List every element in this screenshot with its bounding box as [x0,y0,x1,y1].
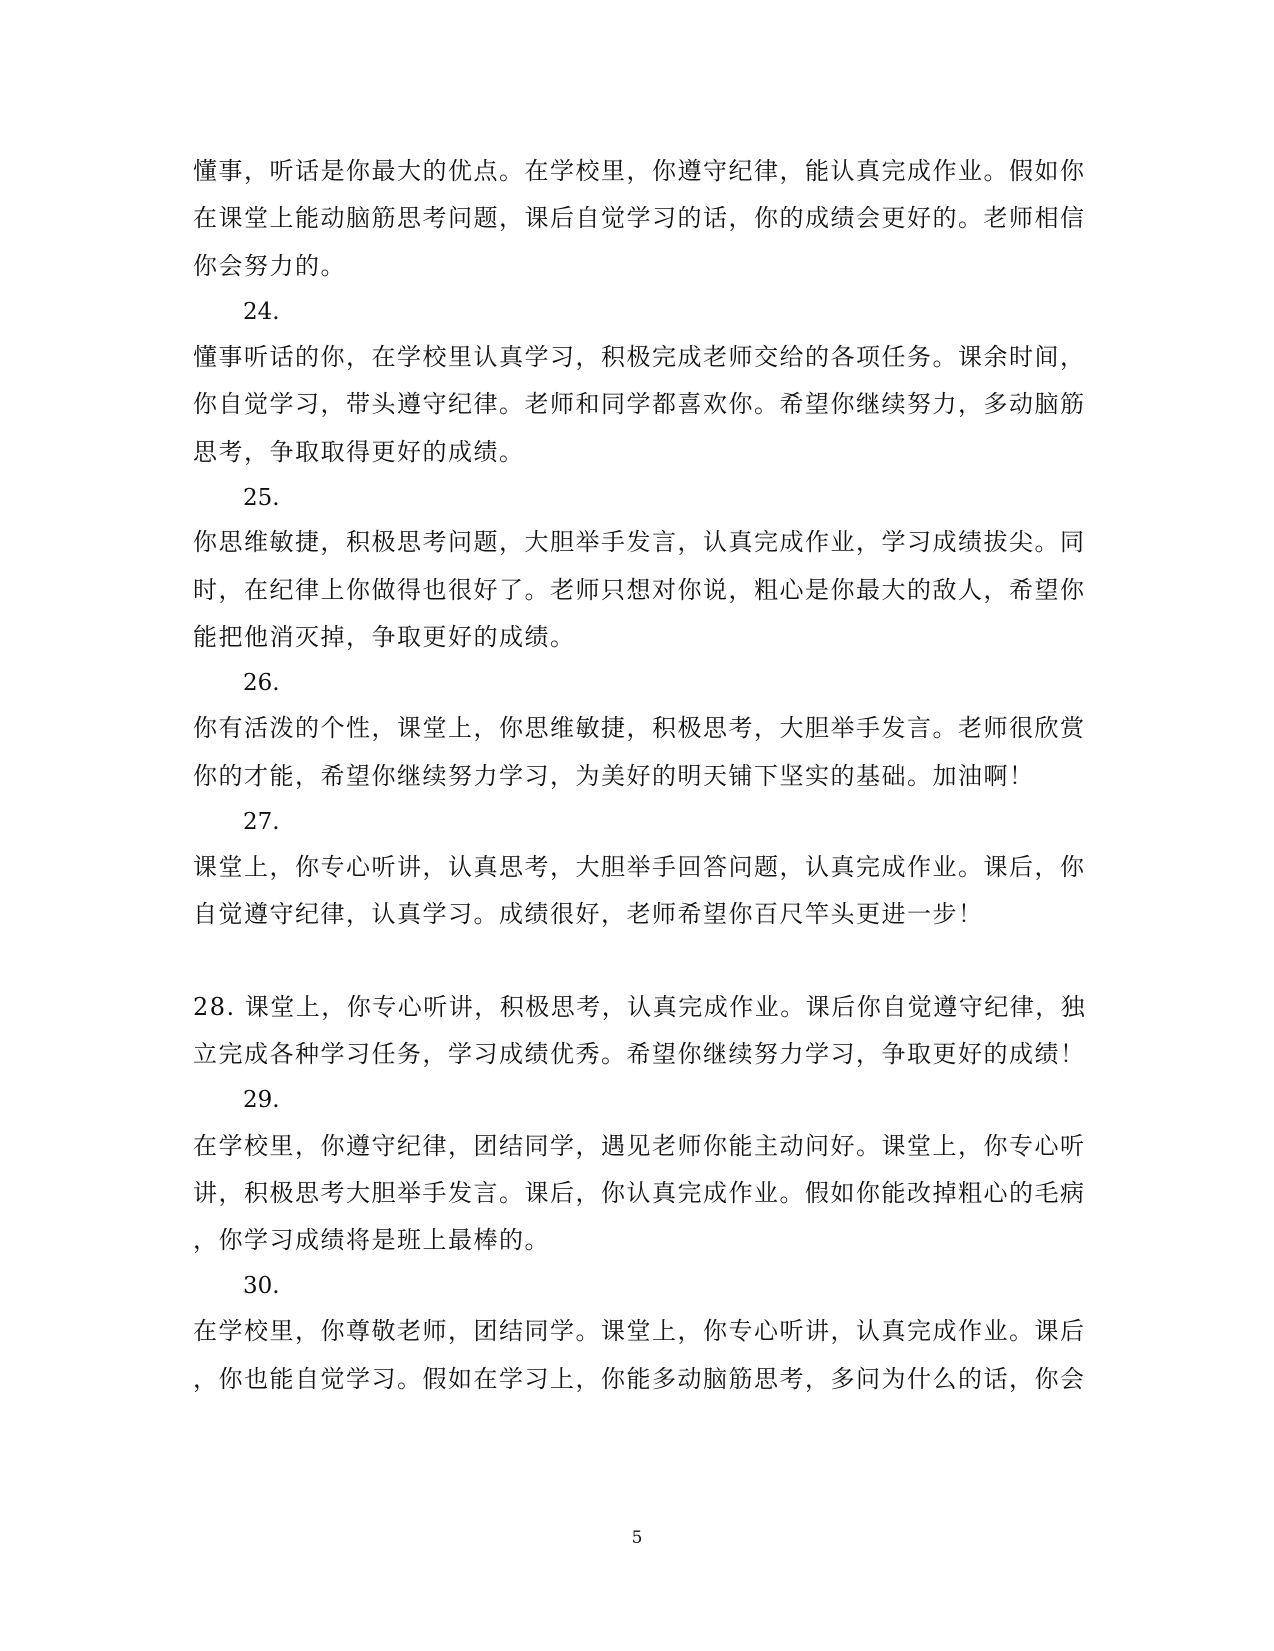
item-number: 24. [243,299,280,325]
paragraph-line: 你会努力的。 [193,252,346,280]
item-number: 26. [243,670,280,696]
item-number: 27. [243,809,280,835]
paragraph-line: 在课堂上能动脑筋思考问题，课后自觉学习的话，你的成绩会更好的。老师相信 [193,204,1086,232]
paragraph-line: 在学校里，你遵守纪律，团结同学，遇见老师你能主动问好。课堂上，你专心听 [193,1132,1086,1160]
paragraph-line: 你自觉学习，带头遵守纪律。老师和同学都喜欢你。希望你继续努力，多动脑筋 [193,390,1086,418]
item-number: 29. [243,1087,280,1113]
page-number: 5 [631,1528,643,1548]
paragraph-line: ，你学习成绩将是班上最棒的。 [193,1226,550,1254]
paragraph-line: 课堂上，你专心听讲，认真思考，大胆举手回答问题，认真完成作业。课后，你 [193,853,1086,881]
paragraph-line: 讲，积极思考大胆举手发言。课后，你认真完成作业。假如你能改掉粗心的毛病 [193,1179,1086,1207]
paragraph-line: 28. 课堂上，你专心听讲，积极思考，认真完成作业。课后你自觉遵守纪律，独 [193,993,1087,1021]
paragraph-line: ，你也能自觉学习。假如在学习上，你能多动脑筋思考，多问为什么的话，你会 [193,1365,1086,1393]
paragraph-line: 思考，争取取得更好的成绩。 [193,438,525,466]
paragraph-line: 你思维敏捷，积极思考问题，大胆举手发言，认真完成作业，学习成绩拔尖。同 [193,528,1086,556]
paragraph-line: 能把他消灭掉，争取更好的成绩。 [193,623,576,651]
paragraph-line: 时，在纪律上你做得也很好了。老师只想对你说，粗心是你最大的敌人，希望你 [193,576,1086,604]
paragraph-line: 你有活泼的个性，课堂上，你思维敏捷，积极思考，大胆举手发言。老师很欣赏 [193,714,1086,742]
item-number: 30. [243,1273,280,1299]
paragraph-line: 你的才能，希望你继续努力学习，为美好的明天铺下坚实的基础。加油啊！ [193,762,1035,790]
paragraph-line: 自觉遵守纪律，认真学习。成绩很好，老师希望你百尺竿头更进一步！ [193,900,984,928]
item-number: 25. [243,485,280,511]
paragraph-line: 懂事，听话是你最大的优点。在学校里，你遵守纪律，能认真完成作业。假如你 [193,157,1086,185]
paragraph-line: 在学校里，你尊敬老师，团结同学。课堂上，你专心听讲，认真完成作业。课后 [193,1317,1086,1345]
paragraph-line: 立完成各种学习任务，学习成绩优秀。希望你继续努力学习，争取更好的成绩！ [193,1040,1086,1068]
paragraph-line: 懂事听话的你，在学校里认真学习，积极完成老师交给的各项任务。课余时间， [193,343,1086,371]
